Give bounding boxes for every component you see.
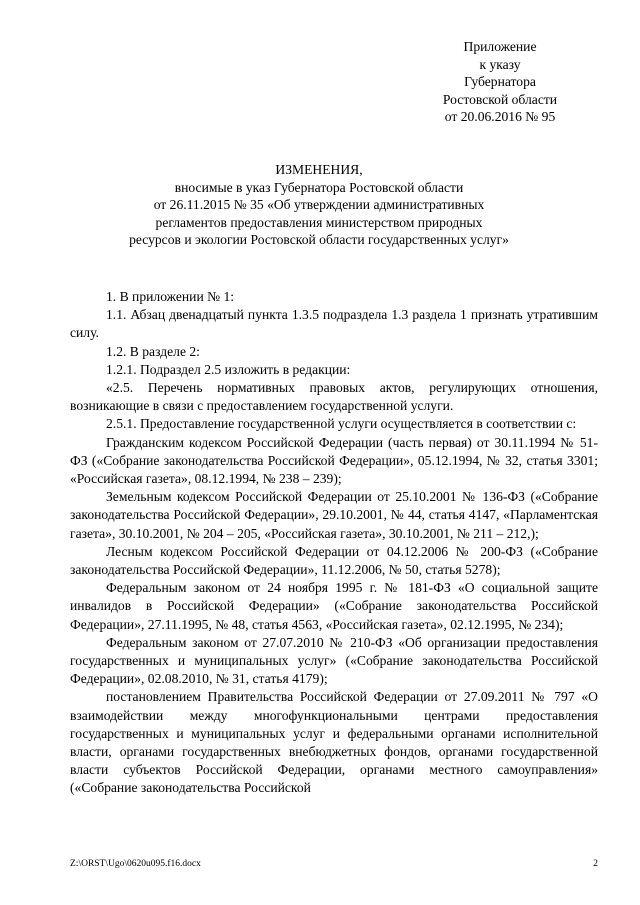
paragraph: Лесным кодексом Российской Федерации от 04.12.2006 № 200-ФЗ («Собрание законодательства Российской Федерации», 11.12.2006, № 50, статья 5278); <box>70 543 598 578</box>
paragraph: Федеральным законом от 24 ноября 1995 г. № 181-ФЗ «О социальной защите инвалидов в Российской Федерации» («Собрание законодательства Российской Федерации», 27.11.1995, № 48, статья 4563, «Российская газета», 02.12.1995, № 234); <box>70 580 598 632</box>
file-path: Z:\ORST\Ugo\0620u095.f16.docx <box>70 859 201 869</box>
page-number: 2 <box>593 859 598 869</box>
appendix-header <box>400 38 600 126</box>
page-footer <box>70 858 598 870</box>
title-line: от 26.11.2015 № 35 «Об утверждении административных <box>153 197 485 213</box>
title-heading: ИЗМЕНЕНИЯ, <box>275 162 363 177</box>
appendix-line: Ростовской области <box>442 91 558 107</box>
paragraph: 2.5.1. Предоставление государственной услуги осуществляется в соответствии с: <box>106 416 577 432</box>
appendix-line: от 20.06.2016 № 95 <box>444 109 556 125</box>
paragraph: 1.2. В разделе 2: <box>106 343 200 359</box>
document-body <box>70 288 598 798</box>
paragraph: Земельным кодексом Российской Федерации от 25.10.2001 № 136-ФЗ («Собрание законодательства Российской Федерации», 29.10.2001, № 44, статья 4147, «Парламентская газета», 30.10.2001, № 204 – 205, «Российская газета», 30.10.2001, № 211 – 212,); <box>70 489 598 541</box>
document-title <box>70 161 568 249</box>
paragraph: 1.2.1. Подраздел 2.5 изложить в редакции: <box>106 361 351 377</box>
paragraph: постановлением Правительства Российской Федерации от 27.09.2011 № 797 «О взаимодействии между многофункциональными центрами предоставления государственных и муниципальных услуг и федеральными органами исполнительной власти, органами государственных внебюджетных фондов, органами государственной власти субъектов Российской Федерации, органами местного самоуправления» («Собрание законодательства Российской <box>70 689 598 796</box>
appendix-line: Приложение <box>463 39 537 54</box>
title-line: вносимые в указ Губернатора Ростовской области <box>174 179 464 195</box>
paragraph: 1. В приложении № 1: <box>106 289 235 304</box>
appendix-line: Губернатора <box>464 74 536 90</box>
paragraph: «2.5. Перечень нормативных правовых актов, регулирующих отношения, возникающие в связи с предоставлением государственной услуги. <box>70 380 598 414</box>
appendix-line: к указу <box>479 56 521 72</box>
paragraph: Федеральным законом от 27.07.2010 № 210-ФЗ «Об организации предоставления государственных и муниципальных услуг» («Собрание законодательства Российской Федерации», 02.08.2010, № 31, статья 4179); <box>70 634 598 687</box>
paragraph: 1.1. Абзац двенадцатый пункта 1.3.5 подраздела 1.3 раздела 1 признать утратившим силу. <box>70 307 598 341</box>
title-line: ресурсов и экологии Ростовской области государственных услуг» <box>129 232 509 248</box>
title-line: регламентов предоставления министерством природных <box>155 214 483 230</box>
paragraph: Гражданским кодексом Российской Федерации (часть первая) от 30.11.1994 № 51-ФЗ («Собрание законодательства Российской Федерации», 05.12.1994, № 32, статья 3301; «Российская газета», 08.12.1994, № 238 – 239); <box>70 434 598 487</box>
